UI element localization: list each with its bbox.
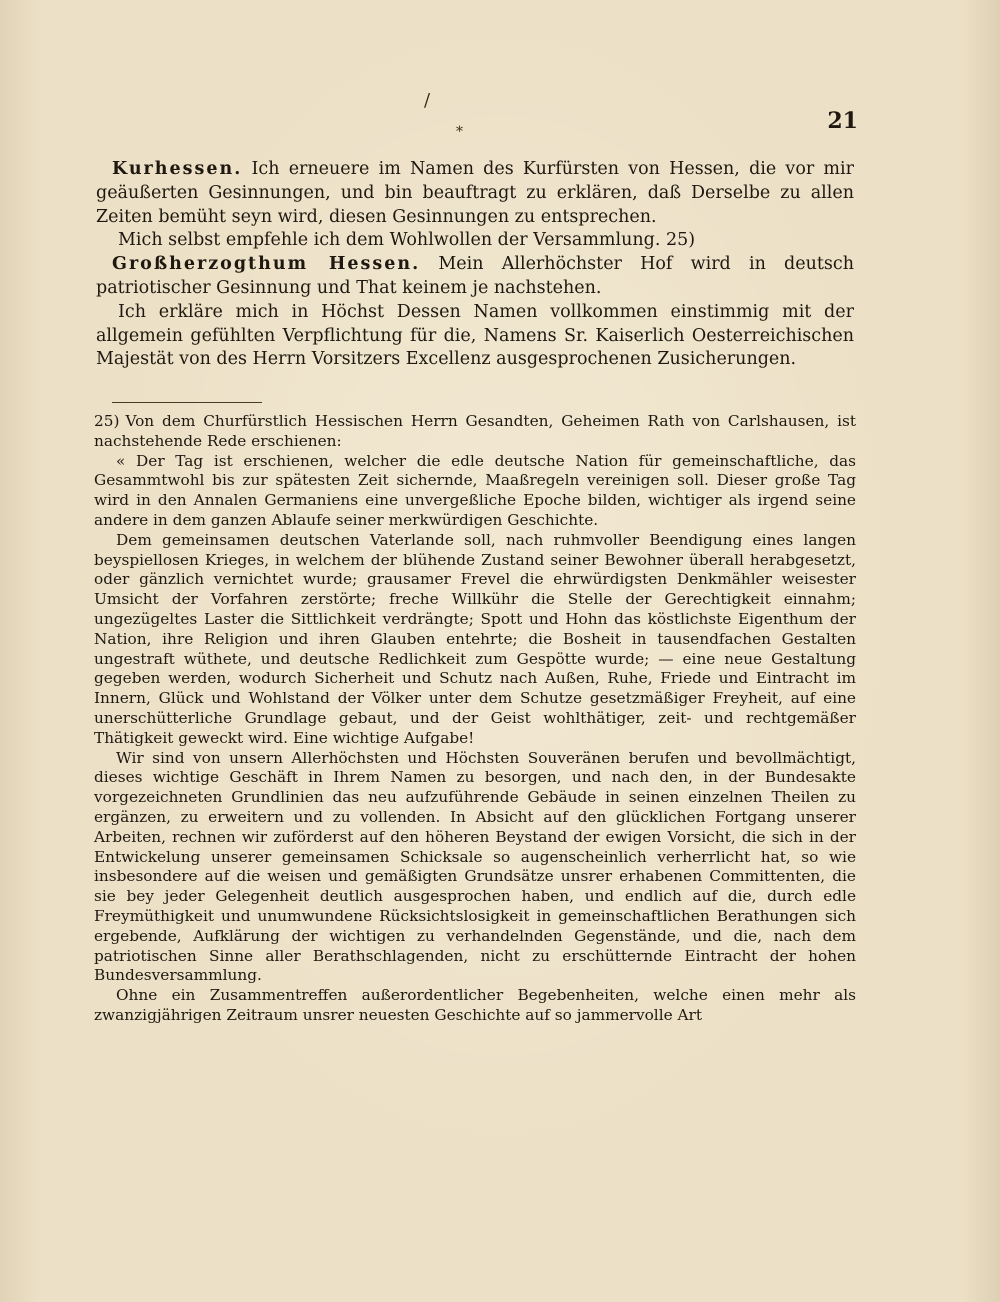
page-number: 21 [827,108,858,134]
paragraph-declaration [96,301,854,372]
main-text [96,158,854,372]
paragraph-kurhessen [96,158,854,229]
footnote-intro-text: Von dem Churfürstlich Hessischen Herrn Gesandten, Geheimen Rath von Carlshausen, ist nachstehende Rede erschienen: [94,412,856,450]
paragraph-grossherzogthum-hessen [96,253,854,301]
footnote-intro [94,412,856,452]
speaker-heading-grossherzogthum-hessen: Großherzogthum Hessen. [112,254,421,275]
speaker-heading-kurhessen: Kurhessen. [112,159,243,179]
footnote-paragraph: Wir sind von unsern Allerhöchsten und Höchsten Souveränen berufen und bevollmächtigt, dieses wichtige Geschäft in Ihrem Namen zu besorgen, und nach den, in der Bundesakte vorgezeichneten Grundlinien das neu aufzuführende Gebäude in seinen einzelnen Theilen zu ergänzen, zu erweitern und zu vollenden. In Absicht auf den glücklichen Fortgang unserer Arbeiten, rechnen wir zuförderst auf den höheren Beystand der ewigen Vorsicht, die sich in der Entwickelung unserer gemeinsamen Schicksale so augenscheinlich verherrlicht hat, so wie insbesondere auf die weisen und gemäßigten Grundsätze unsrer erhabenen Committenten, die sie bey jeder Gelegenheit deutlich ausgesprochen haben, und endlich auf die, durch edle Freymüthigkeit und unumwundene Rücksichtslosigkeit in gemeinschaftlichen Berathungen sich ergebende, Aufklärung der wichtigen zu verhandelnden Gegenstände, und die, nach dem patriotischen Sinne aller Berathschlagenden, nicht zu erschütternde Eintracht der hohen Bundesversammlung. [94,748,856,985]
footnote-number: 25) [94,412,120,430]
footnote-separator [112,402,262,403]
paragraph-text: Ich erneuere im Namen des Kurfürsten von Hessen, die vor mir geäußerten Gesinnungen, und bin beauftragt zu erklären, daß Derselbe zu allen Zeiten bemüht seyn wird, diesen Gesinnungen zu entsprechen. [96,159,854,227]
paragraph-text: Mich selbst empfehle ich dem Wohlwollen der Versammlung. 25) [118,230,696,251]
ink-mark-asterisk: * [456,124,463,140]
paragraph-text: Mein Allerhöchster Hof wird in deutsch patriotischer Gesinnung und That keinem je nachstehen. [96,254,854,298]
footnote-paragraph: « Der Tag ist erschienen, welcher die edle deutsche Nation für gemeinschaftliche, das Gesammtwohl bis zur spätesten Zeit sichernde, Maaßregeln vereinigen soll. Dieser große Tag wird in den Annalen Germaniens eine unvergeßliche Epoche bilden, wichtiger als irgend seine andere in dem ganzen Ablaufe seiner merkwürdigen Geschichte. [94,451,856,529]
footnote [94,412,856,1026]
ink-mark-slash: / [424,90,431,111]
paragraph-text: Ich erkläre mich in Höchst Dessen Namen vollkommen einstimmig mit der allgemein gefühlten Verpflichtung für die, Namens Sr. Kaiserlich Oesterreichischen Majestät von des Herrn Vorsitzers Excellenz ausgesprochenen Zusicherungen. [96,301,854,370]
footnote-paragraph: Ohne ein Zusammentreffen außerordentlicher Begebenheiten, welche einen mehr als zwanzigjährigen Zeitraum unsrer neuesten Geschichte auf so jammervolle Art [94,986,856,1024]
footnote-paragraph: Dem gemeinsamen deutschen Vaterlande soll, nach ruhmvoller Beendigung eines langen beyspiellosen Krieges, in welchem der blühende Zustand seiner Bewohner überall herabgesetzt, oder gänzlich vernichtet wurde; grausamer Frevel die ehrwürdigsten Denkmähler weisester Umsicht der Vorfahren zerstörte; freche Willkühr die Stelle der Gerechtigkeit einnahm; ungezügeltes Laster die Sittlichkeit verdrängte; Spott und Hohn das köstlichste Eigenthum der Nation, ihre Religion und ihren Glauben entehrte; die Bosheit in tausendfachen Gestalten ungestraft wüthete, und deutsche Redlichkeit zum Gespötte wurde; — eine neue Gestaltung gegeben werden, wodurch Sicherheit und Schutz nach Außen, Ruhe, Friede und Eintracht im Innern, Glück und Wohlstand der Völker unter dem Schutze gesetzmäßiger Freyheit, auf eine unerschütterliche Grundlage gebaut, und der Geist wohlthätiger, zeit- und rechtgemäßer Thätigkeit geweckt wird. Eine wichtige Aufgabe! [94,530,856,747]
paragraph-recommendation [96,229,854,253]
